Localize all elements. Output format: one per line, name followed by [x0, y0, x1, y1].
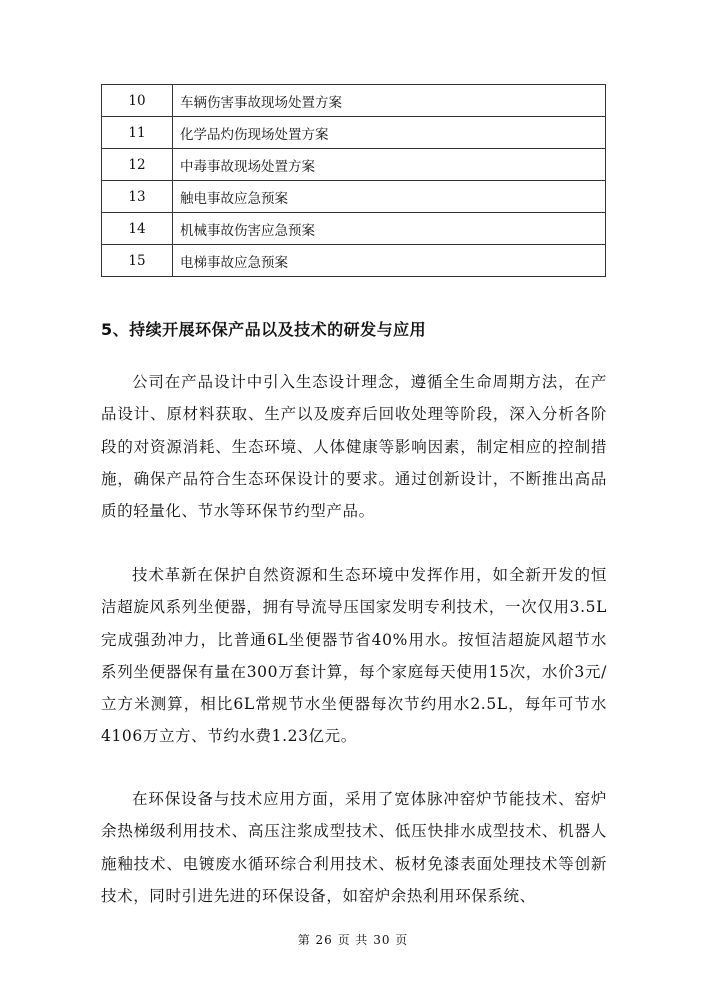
row-number: 12: [102, 149, 173, 181]
section-heading: 5、持续开展环保产品以及技术的研发与应用: [101, 320, 427, 339]
row-number: 13: [102, 181, 173, 213]
body-paragraph: 在环保设备与技术应用方面，采用了宽体脉冲窑炉节能技术、窑炉余热梯级利用技术、高压注浆成型技术、低压快排水成型技术、机器人施釉技术、电镀废水循环综合利用技术、板材免漆表面处理技术等创新技术，同时引进先进的环保设备，如窑炉余热利用环保系统、: [101, 790, 607, 905]
row-number: 14: [102, 213, 173, 245]
body-paragraph: 公司在产品设计中引入生态设计理念，遵循全生命周期方法，在产品设计、原材料获取、生产以及废弃后回收处理等阶段，深入分析各阶段的对资源消耗、生态环境、人体健康等影响因素，制定相应的控制措施，确保产品符合生态环保设计的要求。通过创新设计，不断推出高品质的轻量化、节水等环保节约型产品。: [101, 373, 607, 521]
table-row: [102, 149, 606, 181]
row-number: 11: [102, 117, 173, 149]
plan-name: 电梯事故应急预案: [173, 245, 606, 277]
body-paragraph: 技术革新在保护自然资源和生态环境中发挥作用，如全新开发的恒洁超旋风系列坐便器，拥有导流导压国家发明专利技术，一次仅用3.5L完成强劲冲力，比普通6L坐便器节省40%用水。按恒洁超旋风超节水系列坐便器保有量在300万套计算，每个家庭每天使用15次，水价3元/立方米测算，相比6L常规节水坐便器每次节约用水2.5L，每年可节水4106万立方、节约水费1.23亿元。: [101, 566, 607, 746]
page-footer: 第 26 页 共 30 页: [297, 933, 409, 947]
plan-name: 化学品灼伤现场处置方案: [173, 117, 606, 149]
table-row: [102, 245, 606, 277]
table-row: [102, 213, 606, 245]
row-number: 10: [102, 85, 173, 117]
plan-name: 车辆伤害事故现场处置方案: [173, 85, 606, 117]
table-row: [102, 117, 606, 149]
plan-name: 机械事故伤害应急预案: [173, 213, 606, 245]
plan-name: 触电事故应急预案: [173, 181, 606, 213]
plan-name: 中毒事故现场处置方案: [173, 149, 606, 181]
row-number: 15: [102, 245, 173, 277]
table-row: [102, 85, 606, 117]
table-row: [102, 181, 606, 213]
emergency-plan-table: [101, 84, 606, 277]
